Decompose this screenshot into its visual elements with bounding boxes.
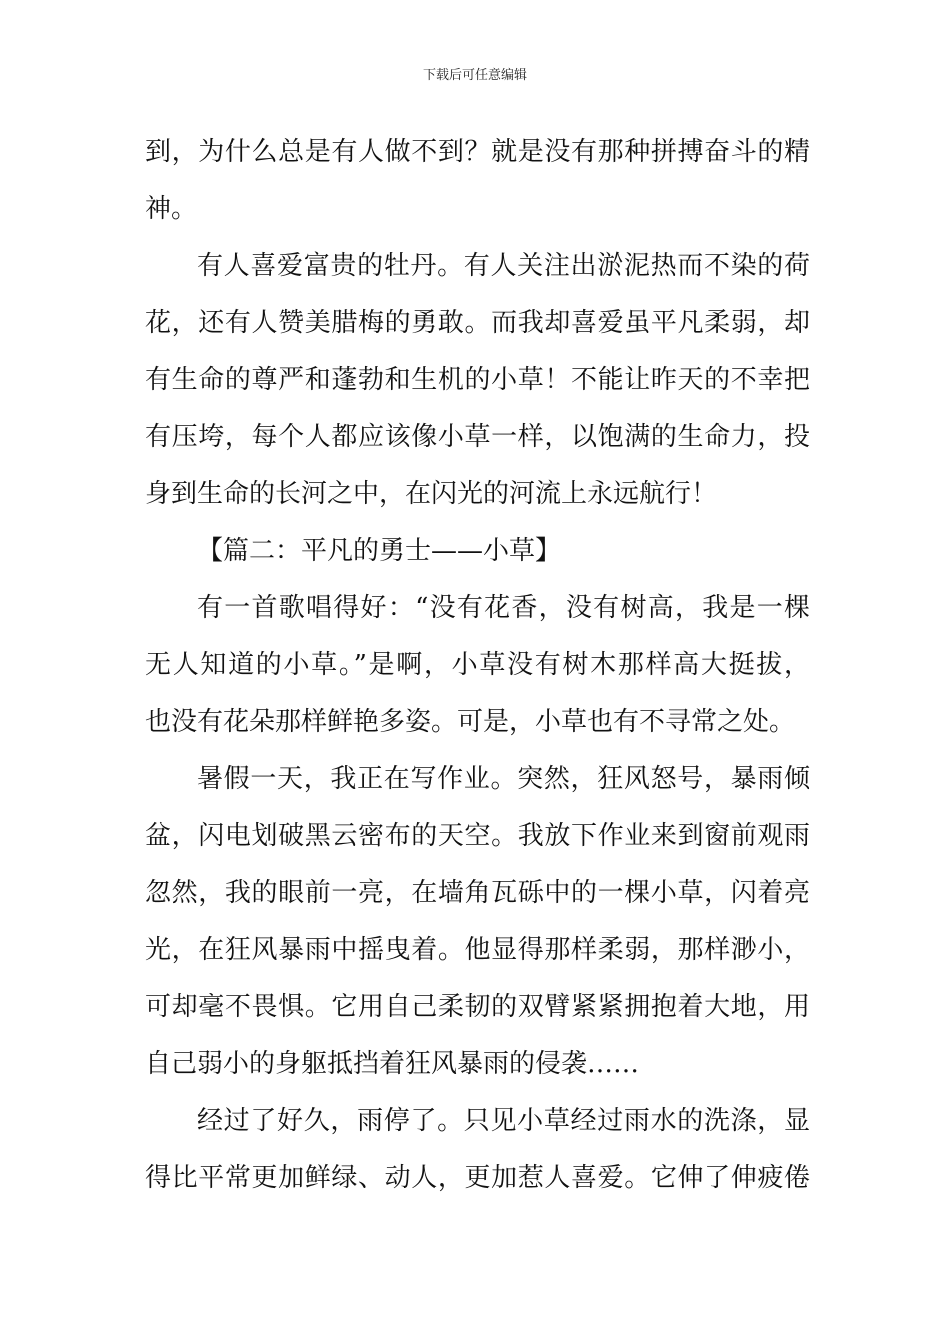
page-header: 下载后可任意编辑 <box>422 68 527 83</box>
text-line: 得比平常更加鲜绿、动人，更加惹人喜爱。它伸了伸疲倦 <box>145 1163 810 1193</box>
text-line: 光，在狂风暴雨中摇曳着。他显得那样柔弱，那样渺小， <box>145 935 810 965</box>
text-line: 到，为什么总是有人做不到？就是没有那种拼搏奋斗的精 <box>145 137 810 167</box>
paragraph-first-line: 经过了好久，雨停了。只见小草经过雨水的洗涤，显 <box>197 1106 810 1136</box>
text-line: 有压垮，每个人都应该像小草一样，以饱满的生命力，投 <box>145 422 810 452</box>
text-line: 无人知道的小草。”是啊，小草没有树木那样高大挺拔， <box>145 650 810 680</box>
paragraph-first-line: 暑假一天，我正在写作业。突然，狂风怒号，暴雨倾 <box>197 764 810 794</box>
text-line: 也没有花朵那样鲜艳多姿。可是，小草也有不寻常之处。 <box>145 707 796 737</box>
paragraph-first-line: 有一首歌唱得好：“没有花香，没有树高，我是一棵 <box>197 593 810 623</box>
text-line: 自己弱小的身躯抵挡着狂风暴雨的侵袭…… <box>145 1049 640 1079</box>
text-line: 花，还有人赞美腊梅的勇敢。而我却喜爱虽平凡柔弱，却 <box>145 308 810 338</box>
text-line: 有生命的尊严和蓬勃和生机的小草！不能让昨天的不幸把 <box>145 365 810 395</box>
text-line: 神。 <box>145 194 198 224</box>
paragraph-first-line: 有人喜爱富贵的牡丹。有人关注出淤泥热而不染的荷 <box>197 251 810 281</box>
text-line: 身到生命的长河之中，在闪光的河流上永远航行！ <box>145 479 718 509</box>
text-line: 盆，闪电划破黑云密布的天空。我放下作业来到窗前观雨 <box>145 821 810 851</box>
text-line: 可却毫不畏惧。它用自己柔韧的双臂紧紧拥抱着大地，用 <box>145 992 810 1022</box>
text-line: 忽然，我的眼前一亮，在墙角瓦砾中的一棵小草，闪着亮 <box>145 878 810 908</box>
section-heading: 【篇二：平凡的勇士——小草】 <box>197 536 562 566</box>
